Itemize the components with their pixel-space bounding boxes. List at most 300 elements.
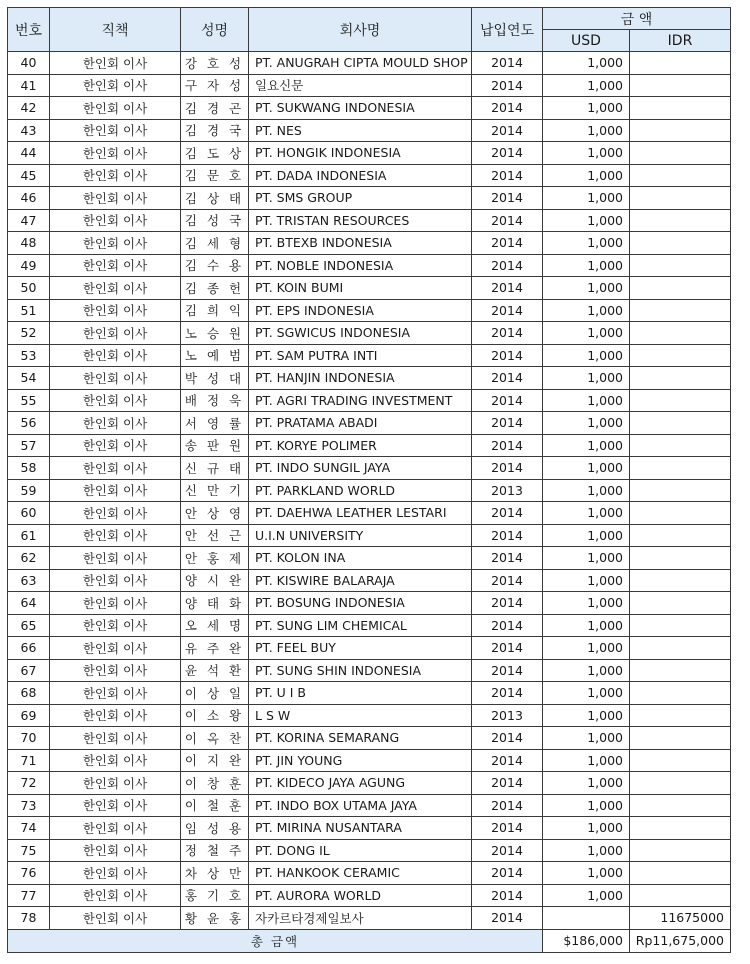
cell-usd: 1,000 — [543, 142, 630, 165]
cell-no: 49 — [8, 254, 50, 277]
cell-idr — [630, 502, 731, 525]
cell-company: PT. BOSUNG INDONESIA — [249, 592, 472, 615]
table-row — [8, 839, 731, 862]
cell-company: PT. KOIN BUMI — [249, 277, 472, 300]
cell-company: PT. INDO SUNGIL JAYA — [249, 457, 472, 480]
table-row — [8, 817, 731, 840]
cell-year: 2014 — [472, 97, 543, 120]
cell-usd: 1,000 — [543, 524, 630, 547]
cell-usd: 1,000 — [543, 299, 630, 322]
cell-name: 정 철 주 — [181, 839, 249, 862]
cell-company: 일요신문 — [249, 74, 472, 97]
cell-year: 2014 — [472, 142, 543, 165]
cell-usd: 1,000 — [543, 569, 630, 592]
cell-idr — [630, 457, 731, 480]
table-row — [8, 614, 731, 637]
cell-usd: 1,000 — [543, 367, 630, 390]
cell-usd: 1,000 — [543, 749, 630, 772]
cell-position: 한인회 이사 — [50, 142, 181, 165]
cell-name: 안 선 근 — [181, 524, 249, 547]
cell-idr — [630, 187, 731, 210]
table-row — [8, 502, 731, 525]
cell-position: 한인회 이사 — [50, 412, 181, 435]
cell-idr — [630, 547, 731, 570]
cell-idr — [630, 389, 731, 412]
cell-idr — [630, 97, 731, 120]
cell-position: 한인회 이사 — [50, 637, 181, 660]
cell-no: 55 — [8, 389, 50, 412]
table-row — [8, 637, 731, 660]
cell-name: 노 승 원 — [181, 322, 249, 345]
cell-usd: 1,000 — [543, 74, 630, 97]
cell-no: 70 — [8, 727, 50, 750]
cell-company: PT. DAEHWA LEATHER LESTARI — [249, 502, 472, 525]
cell-no: 59 — [8, 479, 50, 502]
cell-position: 한인회 이사 — [50, 884, 181, 907]
cell-position: 한인회 이사 — [50, 187, 181, 210]
total-usd: $186,000 — [543, 929, 630, 952]
cell-name: 이 창 훈 — [181, 772, 249, 795]
cell-name: 박 성 대 — [181, 367, 249, 390]
cell-usd: 1,000 — [543, 884, 630, 907]
cell-position: 한인회 이사 — [50, 592, 181, 615]
cell-no: 47 — [8, 209, 50, 232]
cell-idr — [630, 479, 731, 502]
cell-usd: 1,000 — [543, 187, 630, 210]
cell-usd: 1,000 — [543, 794, 630, 817]
header-position: 직책 — [50, 8, 181, 52]
cell-company: PT. PARKLAND WORLD — [249, 479, 472, 502]
cell-company: PT. U I B — [249, 682, 472, 705]
cell-company: PT. JIN YOUNG — [249, 749, 472, 772]
cell-position: 한인회 이사 — [50, 299, 181, 322]
cell-year: 2014 — [472, 277, 543, 300]
cell-no: 40 — [8, 52, 50, 75]
cell-idr — [630, 749, 731, 772]
cell-year: 2014 — [472, 614, 543, 637]
cell-year: 2014 — [472, 592, 543, 615]
cell-company: PT. HANKOOK CERAMIC — [249, 862, 472, 885]
cell-year: 2014 — [472, 232, 543, 255]
cell-company: PT. DONG IL — [249, 839, 472, 862]
table-row — [8, 592, 731, 615]
cell-position: 한인회 이사 — [50, 209, 181, 232]
cell-position: 한인회 이사 — [50, 659, 181, 682]
cell-usd: 1,000 — [543, 52, 630, 75]
cell-usd: 1,000 — [543, 592, 630, 615]
cell-company: PT. TRISTAN RESOURCES — [249, 209, 472, 232]
cell-no: 66 — [8, 637, 50, 660]
table-row — [8, 367, 731, 390]
cell-usd: 1,000 — [543, 389, 630, 412]
cell-no: 63 — [8, 569, 50, 592]
cell-name: 이 철 훈 — [181, 794, 249, 817]
cell-position: 한인회 이사 — [50, 704, 181, 727]
cell-name: 김 성 국 — [181, 209, 249, 232]
table-row — [8, 749, 731, 772]
cell-usd: 1,000 — [543, 479, 630, 502]
cell-year: 2014 — [472, 299, 543, 322]
cell-no: 65 — [8, 614, 50, 637]
cell-name: 서 영 률 — [181, 412, 249, 435]
table-row — [8, 97, 731, 120]
cell-year: 2014 — [472, 52, 543, 75]
cell-usd: 1,000 — [543, 277, 630, 300]
cell-position: 한인회 이사 — [50, 344, 181, 367]
cell-company: PT. KOLON INA — [249, 547, 472, 570]
cell-no: 51 — [8, 299, 50, 322]
cell-no: 71 — [8, 749, 50, 772]
cell-year: 2014 — [472, 502, 543, 525]
cell-position: 한인회 이사 — [50, 74, 181, 97]
header-name: 성명 — [181, 8, 249, 52]
cell-company: PT. PRATAMA ABADI — [249, 412, 472, 435]
cell-name: 황 윤 홍 — [181, 907, 249, 930]
cell-usd — [543, 907, 630, 930]
cell-year: 2014 — [472, 367, 543, 390]
cell-name: 김 세 형 — [181, 232, 249, 255]
cell-name: 윤 석 환 — [181, 659, 249, 682]
cell-idr — [630, 299, 731, 322]
cell-position: 한인회 이사 — [50, 569, 181, 592]
table-row — [8, 907, 731, 930]
cell-year: 2014 — [472, 884, 543, 907]
cell-year: 2014 — [472, 344, 543, 367]
cell-year: 2014 — [472, 412, 543, 435]
cell-usd: 1,000 — [543, 344, 630, 367]
table-row — [8, 659, 731, 682]
table-row — [8, 412, 731, 435]
cell-no: 67 — [8, 659, 50, 682]
cell-position: 한인회 이사 — [50, 457, 181, 480]
cell-position: 한인회 이사 — [50, 794, 181, 817]
cell-usd: 1,000 — [543, 412, 630, 435]
cell-idr — [630, 412, 731, 435]
cell-usd: 1,000 — [543, 502, 630, 525]
cell-usd: 1,000 — [543, 772, 630, 795]
cell-name: 이 소 왕 — [181, 704, 249, 727]
cell-no: 46 — [8, 187, 50, 210]
cell-idr — [630, 232, 731, 255]
cell-no: 53 — [8, 344, 50, 367]
table-row — [8, 682, 731, 705]
cell-company: PT. FEEL BUY — [249, 637, 472, 660]
table-row — [8, 254, 731, 277]
cell-company: PT. AGRI TRADING INVESTMENT — [249, 389, 472, 412]
cell-year: 2014 — [472, 749, 543, 772]
cell-company: PT. KIDECO JAYA AGUNG — [249, 772, 472, 795]
cell-name: 안 상 영 — [181, 502, 249, 525]
cell-usd: 1,000 — [543, 164, 630, 187]
cell-idr — [630, 209, 731, 232]
cell-company: PT. MIRINA NUSANTARA — [249, 817, 472, 840]
cell-usd: 1,000 — [543, 254, 630, 277]
cell-name: 오 세 명 — [181, 614, 249, 637]
cell-year: 2013 — [472, 479, 543, 502]
cell-company: PT. EPS INDONESIA — [249, 299, 472, 322]
cell-idr — [630, 884, 731, 907]
cell-usd: 1,000 — [543, 682, 630, 705]
cell-usd: 1,000 — [543, 97, 630, 120]
cell-position: 한인회 이사 — [50, 547, 181, 570]
cell-year: 2014 — [472, 569, 543, 592]
cell-position: 한인회 이사 — [50, 907, 181, 930]
cell-year: 2014 — [472, 434, 543, 457]
cell-idr — [630, 142, 731, 165]
cell-year: 2014 — [472, 637, 543, 660]
cell-no: 61 — [8, 524, 50, 547]
cell-idr — [630, 524, 731, 547]
table-row — [8, 434, 731, 457]
cell-no: 78 — [8, 907, 50, 930]
cell-year: 2014 — [472, 209, 543, 232]
cell-idr — [630, 659, 731, 682]
cell-name: 김 희 익 — [181, 299, 249, 322]
cell-no: 58 — [8, 457, 50, 480]
cell-idr — [630, 254, 731, 277]
cell-year: 2014 — [472, 772, 543, 795]
cell-year: 2014 — [472, 322, 543, 345]
header-company: 회사명 — [249, 8, 472, 52]
cell-year: 2013 — [472, 704, 543, 727]
cell-name: 노 예 범 — [181, 344, 249, 367]
table-row — [8, 164, 731, 187]
cell-year: 2014 — [472, 187, 543, 210]
cell-idr — [630, 52, 731, 75]
cell-year: 2014 — [472, 727, 543, 750]
cell-year: 2014 — [472, 907, 543, 930]
cell-company: PT. SUNG SHIN INDONESIA — [249, 659, 472, 682]
cell-no: 73 — [8, 794, 50, 817]
cell-position: 한인회 이사 — [50, 524, 181, 547]
cell-position: 한인회 이사 — [50, 817, 181, 840]
table-row — [8, 299, 731, 322]
cell-company: PT. SGWICUS INDONESIA — [249, 322, 472, 345]
table-row — [8, 547, 731, 570]
cell-name: 김 경 곤 — [181, 97, 249, 120]
cell-idr — [630, 277, 731, 300]
cell-name: 신 만 기 — [181, 479, 249, 502]
cell-position: 한인회 이사 — [50, 862, 181, 885]
table-row — [8, 209, 731, 232]
cell-name: 안 홍 제 — [181, 547, 249, 570]
cell-name: 배 정 욱 — [181, 389, 249, 412]
table-row — [8, 727, 731, 750]
header-idr: IDR — [630, 30, 731, 52]
cell-position: 한인회 이사 — [50, 164, 181, 187]
cell-position: 한인회 이사 — [50, 52, 181, 75]
cell-idr — [630, 74, 731, 97]
cell-name: 김 도 상 — [181, 142, 249, 165]
header-year: 납입연도 — [472, 8, 543, 52]
cell-name: 양 태 화 — [181, 592, 249, 615]
cell-company: 자카르타경제일보사 — [249, 907, 472, 930]
cell-name: 김 수 용 — [181, 254, 249, 277]
cell-company: PT. AURORA WORLD — [249, 884, 472, 907]
cell-usd: 1,000 — [543, 727, 630, 750]
cell-name: 임 성 용 — [181, 817, 249, 840]
cell-position: 한인회 이사 — [50, 389, 181, 412]
table-row — [8, 389, 731, 412]
cell-position: 한인회 이사 — [50, 502, 181, 525]
cell-position: 한인회 이사 — [50, 682, 181, 705]
cell-company: U.I.N UNIVERSITY — [249, 524, 472, 547]
cell-name: 구 자 성 — [181, 74, 249, 97]
cell-no: 45 — [8, 164, 50, 187]
cell-idr — [630, 682, 731, 705]
cell-name: 송 판 원 — [181, 434, 249, 457]
cell-name: 차 상 만 — [181, 862, 249, 885]
table-row — [8, 232, 731, 255]
cell-position: 한인회 이사 — [50, 614, 181, 637]
cell-name: 김 종 헌 — [181, 277, 249, 300]
table-row — [8, 479, 731, 502]
cell-year: 2014 — [472, 524, 543, 547]
cell-no: 57 — [8, 434, 50, 457]
cell-position: 한인회 이사 — [50, 434, 181, 457]
cell-usd: 1,000 — [543, 232, 630, 255]
table-row — [8, 142, 731, 165]
table-row — [8, 794, 731, 817]
table-row — [8, 457, 731, 480]
cell-position: 한인회 이사 — [50, 772, 181, 795]
cell-position: 한인회 이사 — [50, 232, 181, 255]
cell-company: PT. KORINA SEMARANG — [249, 727, 472, 750]
cell-usd: 1,000 — [543, 839, 630, 862]
donation-table — [7, 7, 731, 953]
header-usd: USD — [543, 30, 630, 52]
cell-no: 52 — [8, 322, 50, 345]
cell-usd: 1,000 — [543, 457, 630, 480]
cell-no: 54 — [8, 367, 50, 390]
total-label: 총 금액 — [8, 929, 543, 952]
cell-name: 유 주 완 — [181, 637, 249, 660]
cell-company: PT. ANUGRAH CIPTA MOULD SHOP — [249, 52, 472, 75]
cell-name: 김 상 태 — [181, 187, 249, 210]
cell-usd: 1,000 — [543, 209, 630, 232]
cell-idr — [630, 817, 731, 840]
cell-no: 44 — [8, 142, 50, 165]
cell-idr — [630, 367, 731, 390]
cell-name: 홍 기 호 — [181, 884, 249, 907]
cell-usd: 1,000 — [543, 637, 630, 660]
table-row — [8, 704, 731, 727]
cell-idr — [630, 839, 731, 862]
cell-no: 56 — [8, 412, 50, 435]
cell-no: 76 — [8, 862, 50, 885]
cell-year: 2014 — [472, 119, 543, 142]
cell-position: 한인회 이사 — [50, 97, 181, 120]
cell-year: 2014 — [472, 817, 543, 840]
cell-no: 69 — [8, 704, 50, 727]
cell-name: 김 문 호 — [181, 164, 249, 187]
cell-usd: 1,000 — [543, 119, 630, 142]
cell-usd: 1,000 — [543, 322, 630, 345]
cell-position: 한인회 이사 — [50, 749, 181, 772]
table-row — [8, 884, 731, 907]
cell-company: PT. NES — [249, 119, 472, 142]
header-no: 번호 — [8, 8, 50, 52]
cell-company: PT. HANJIN INDONESIA — [249, 367, 472, 390]
cell-no: 64 — [8, 592, 50, 615]
cell-year: 2014 — [472, 659, 543, 682]
cell-company: L S W — [249, 704, 472, 727]
cell-year: 2014 — [472, 682, 543, 705]
cell-company: PT. SMS GROUP — [249, 187, 472, 210]
cell-no: 77 — [8, 884, 50, 907]
table-row — [8, 569, 731, 592]
cell-position: 한인회 이사 — [50, 367, 181, 390]
cell-idr — [630, 344, 731, 367]
cell-position: 한인회 이사 — [50, 479, 181, 502]
cell-no: 50 — [8, 277, 50, 300]
table-row — [8, 772, 731, 795]
table-row — [8, 119, 731, 142]
cell-year: 2014 — [472, 794, 543, 817]
cell-no: 60 — [8, 502, 50, 525]
cell-name: 신 규 태 — [181, 457, 249, 480]
cell-usd: 1,000 — [543, 434, 630, 457]
cell-name: 이 상 일 — [181, 682, 249, 705]
cell-no: 72 — [8, 772, 50, 795]
cell-idr — [630, 772, 731, 795]
cell-name: 이 지 완 — [181, 749, 249, 772]
cell-year: 2014 — [472, 74, 543, 97]
header-amount: 금 액 — [543, 8, 731, 30]
cell-company: PT. SUKWANG INDONESIA — [249, 97, 472, 120]
total-idr: Rp11,675,000 — [630, 929, 731, 952]
cell-year: 2014 — [472, 839, 543, 862]
cell-company: PT. NOBLE INDONESIA — [249, 254, 472, 277]
cell-year: 2014 — [472, 457, 543, 480]
table-row — [8, 277, 731, 300]
cell-usd: 1,000 — [543, 862, 630, 885]
cell-year: 2014 — [472, 254, 543, 277]
cell-name: 양 시 완 — [181, 569, 249, 592]
cell-usd: 1,000 — [543, 547, 630, 570]
cell-usd: 1,000 — [543, 614, 630, 637]
total-row — [8, 929, 731, 952]
cell-idr — [630, 614, 731, 637]
cell-idr — [630, 119, 731, 142]
cell-year: 2014 — [472, 389, 543, 412]
cell-idr — [630, 569, 731, 592]
cell-no: 75 — [8, 839, 50, 862]
cell-year: 2014 — [472, 862, 543, 885]
cell-idr — [630, 637, 731, 660]
cell-idr — [630, 322, 731, 345]
cell-no: 41 — [8, 74, 50, 97]
cell-idr — [630, 727, 731, 750]
cell-position: 한인회 이사 — [50, 277, 181, 300]
cell-idr — [630, 164, 731, 187]
cell-company: PT. DADA INDONESIA — [249, 164, 472, 187]
cell-idr — [630, 704, 731, 727]
cell-position: 한인회 이사 — [50, 727, 181, 750]
cell-company: PT. BTEXB INDONESIA — [249, 232, 472, 255]
cell-year: 2014 — [472, 164, 543, 187]
cell-company: PT. INDO BOX UTAMA JAYA — [249, 794, 472, 817]
cell-idr — [630, 862, 731, 885]
cell-usd: 1,000 — [543, 704, 630, 727]
cell-position: 한인회 이사 — [50, 119, 181, 142]
cell-usd: 1,000 — [543, 817, 630, 840]
table-row — [8, 187, 731, 210]
cell-company: PT. KORYE POLIMER — [249, 434, 472, 457]
table-row — [8, 74, 731, 97]
table-row — [8, 524, 731, 547]
table-row — [8, 52, 731, 75]
